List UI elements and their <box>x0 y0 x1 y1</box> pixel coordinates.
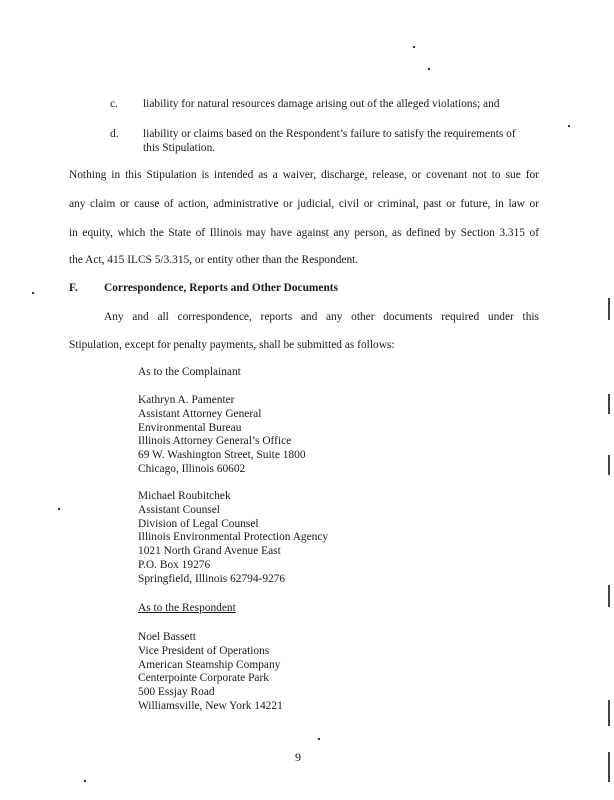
page-number: 9 <box>295 750 301 764</box>
scan-speck <box>84 780 86 782</box>
contact-line: Assistant Counsel <box>138 503 220 516</box>
complainant-contact-1 <box>138 394 306 477</box>
contact-line: Kathryn A. Pamenter <box>138 394 235 406</box>
contact-line: Environmental Bureau <box>138 421 242 434</box>
margin-mark <box>608 455 610 475</box>
complainant-heading: As to the Complainant <box>138 366 241 378</box>
any-para-line-1: Any and all correspondence, reports and any other documents required under this <box>104 311 539 323</box>
scan-speck <box>428 68 430 70</box>
scan-speck <box>413 46 415 48</box>
any-para-line-2: Stipulation, except for penalty payments, shall be submitted as follows: <box>69 339 395 351</box>
scan-speck <box>568 125 570 127</box>
contact-line: 500 Essjay Road <box>138 686 215 699</box>
scan-speck <box>32 292 34 294</box>
text-line: this Stipulation. <box>143 141 216 154</box>
margin-mark <box>608 585 610 607</box>
contact-line: 1021 North Grand Avenue East <box>138 545 281 558</box>
margin-mark <box>608 394 610 414</box>
contact-line: 69 W. Washington Street, Suite 1800 <box>138 449 306 462</box>
complainant-contact-2 <box>138 490 328 587</box>
contact-line: Springfield, Illinois 62794-9276 <box>138 572 286 585</box>
nothing-para-line-3: in equity, which the State of Illinois may have against any person, as defined by Section 3.315 of <box>69 227 539 239</box>
contact-line: Division of Legal Counsel <box>138 517 259 530</box>
contact-line: Noel Bassett <box>138 631 196 643</box>
nothing-para-line-1: Nothing in this Stipulation is intended as a waiver, discharge, release, or covenant not to sue for <box>69 169 539 181</box>
section-letter: F. <box>69 282 78 294</box>
contact-line: P.O. Box 19276 <box>138 558 211 571</box>
list-letter-d: d. <box>110 128 119 140</box>
margin-mark <box>608 298 610 320</box>
scan-speck <box>58 508 60 510</box>
contact-line: Centerpointe Corporate Park <box>138 672 269 685</box>
contact-line: Vice President of Operations <box>138 644 270 657</box>
contact-line: Illinois Attorney General’s Office <box>138 435 292 448</box>
section-title: Correspondence, Reports and Other Documents <box>104 282 339 294</box>
nothing-para-line-4: the Act, 415 ILCS 5/3.315, or entity other than the Respondent. <box>69 254 359 266</box>
contact-line: Illinois Environmental Protection Agency <box>138 531 329 544</box>
contact-line: Williamsville, New York 14221 <box>138 699 283 712</box>
respondent-contact <box>138 631 283 714</box>
contact-line: Assistant Attorney General <box>138 407 262 420</box>
text-line: liability or claims based on the Respondent’s failure to satisfy the requirements of <box>143 128 516 140</box>
list-item-c-text <box>143 98 548 112</box>
contact-line: American Steamship Company <box>138 658 281 671</box>
margin-mark <box>608 700 610 726</box>
contact-line: Michael Roubitchek <box>138 490 231 502</box>
list-item-d-text <box>143 128 548 155</box>
respondent-heading: As to the Respondent <box>138 602 236 614</box>
scan-speck <box>318 738 320 740</box>
list-letter-c: c. <box>110 98 118 110</box>
contact-line: Chicago, Illinois 60602 <box>138 462 246 475</box>
nothing-para-line-2: any claim or cause of action, administrative or judicial, civil or criminal, past or future, in law or <box>69 198 539 210</box>
text-line: liability for natural resources damage arising out of the alleged violations; and <box>143 98 500 110</box>
margin-mark <box>608 752 610 782</box>
